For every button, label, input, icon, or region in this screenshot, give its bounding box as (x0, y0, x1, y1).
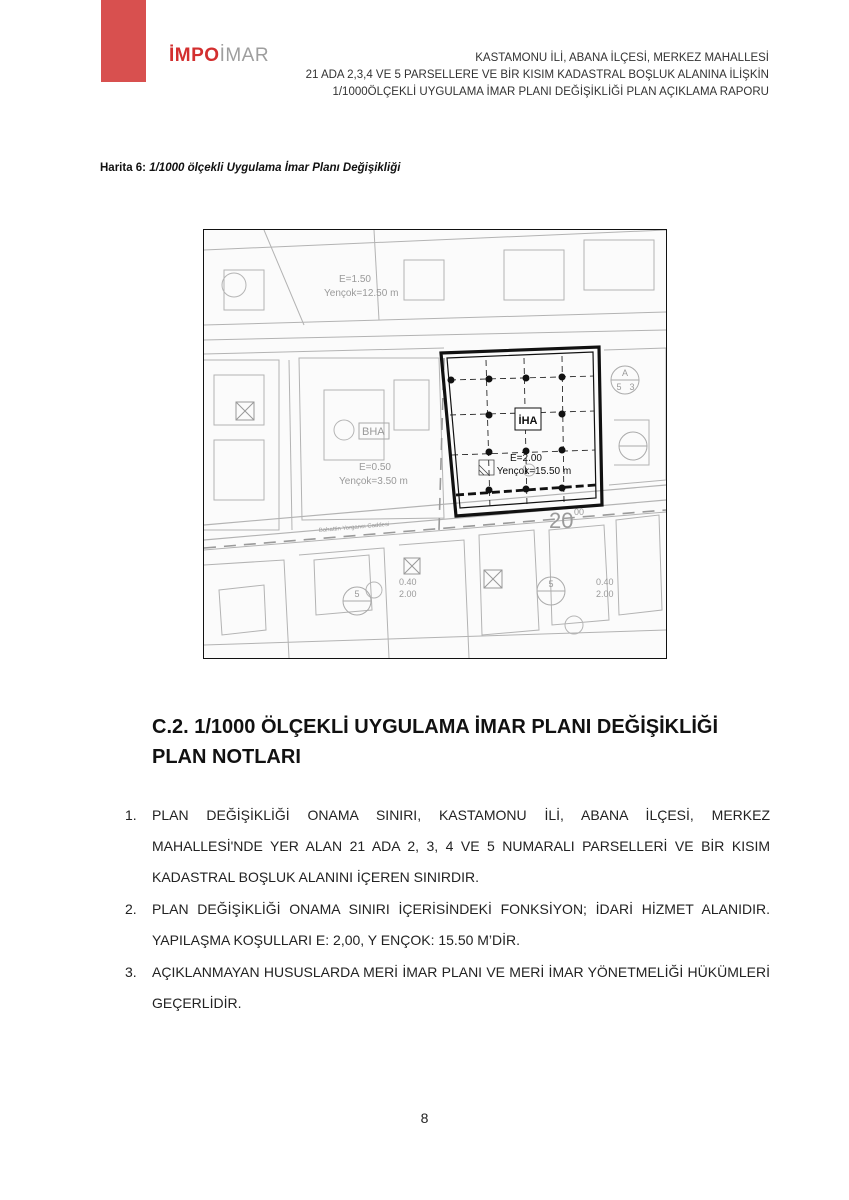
logo-part1: İMPO (169, 45, 220, 66)
map-label-e-top: E=1.50 (339, 274, 371, 285)
map-label-e-main: E=2.00 (510, 453, 542, 464)
zone-label-five: 5 (616, 382, 622, 392)
logo-part2: İMAR (219, 45, 270, 66)
note-text: PLAN DEĞİŞİKLİĞİ ONAMA SINIRI İÇERİSİNDEKİ FONKSİYON; İDARİ HİZMET ALANIDIR. YAPILAŞMA KOŞULLARI E: 2,00, Y ENÇOK: 15.50 M’DİR. (152, 901, 770, 948)
caption-title: 1/1000 ölçekli Uygulama İmar Planı Değişikliği (149, 162, 401, 174)
note-number: 1. (125, 807, 137, 823)
map-road-edge (204, 330, 666, 340)
road-width-label: 20 (549, 508, 574, 533)
zone-label-a: A (621, 368, 629, 378)
map-label-iha: İHA (518, 415, 538, 427)
ratio-label-2: 2.00 (399, 589, 417, 599)
header-accent-bar (101, 0, 146, 82)
caption-prefix: Harita 6: (100, 162, 150, 174)
header-line-2: 21 ADA 2,3,4 VE 5 PARSELLERE VE BİR KISIM KADASTRAL BOŞLUK ALANINA İLİŞKİN (305, 69, 769, 81)
plan-note (122, 894, 770, 956)
header-line-1: KASTAMONU İLİ, ABANA İLÇESİ, MERKEZ MAHALLESİ (475, 52, 769, 64)
note-number: 2. (125, 901, 137, 917)
map-road-edge (204, 348, 444, 354)
map-label-e-left: E=0.50 (359, 462, 391, 473)
ratio-label-1: 0.40 (399, 577, 417, 587)
map-label-yencok-top: Yençok=12.50 m (324, 288, 399, 299)
report-header (306, 50, 769, 101)
note-number: 3. (125, 964, 137, 980)
note-text: PLAN DEĞİŞİKLİĞİ ONAMA SINIRI, KASTAMONU İLİ, ABANA İLÇESİ, MERKEZ MAHALLESİ'NDE YER ALAN 21 ADA 2, 3, 4 VE 5 NUMARALI PARSELLERİ VE BİR KISIM KADASTRAL BOŞLUK ALANINI İÇEREN SINIRDIR. (152, 807, 770, 885)
ratio-label-4: 2.00 (596, 589, 614, 599)
zone-label-five-2: 5 (354, 589, 360, 599)
road-width-sup: 00 (574, 507, 585, 517)
header-line-3: 1/1000ÖLÇEKLİ UYGULAMA İMAR PLANI DEĞİŞİKLİĞİ PLAN AÇIKLAMA RAPORU (332, 86, 769, 98)
map-label-bha: BHA (362, 426, 385, 438)
zoning-map-drawing (204, 230, 666, 658)
plan-note (122, 957, 770, 1019)
map-road-edge (204, 312, 666, 325)
zone-label-three: 3 (629, 382, 635, 392)
plan-notes-list (122, 800, 770, 1020)
note-text: AÇIKLANMAYAN HUSUSLARDA MERİ İMAR PLANI VE MERİ İMAR YÖNETMELİĞİ HÜKÜMLERİ GEÇERLİDİR. (152, 964, 770, 1011)
section-title: C.2. 1/1000 ÖLÇEKLİ UYGULAMA İMAR PLANI DEĞİŞİKLİĞİ PLAN NOTLARI (152, 716, 718, 768)
map-label-yencok-main: Yençok=15.50 m (496, 466, 572, 477)
impo-imar-logo (169, 45, 269, 67)
map-caption (100, 162, 400, 174)
zoning-plan-map (203, 229, 667, 659)
page-number: 8 (420, 1110, 429, 1126)
plan-note (122, 800, 770, 893)
map-label-yencok-left: Yençok=3.50 m (339, 476, 408, 487)
map-street-name: Bahattin Yorgancı Caddesi (318, 521, 390, 534)
ratio-label-3: 0.40 (596, 577, 614, 587)
zone-label-five-3: 5 (548, 579, 554, 589)
